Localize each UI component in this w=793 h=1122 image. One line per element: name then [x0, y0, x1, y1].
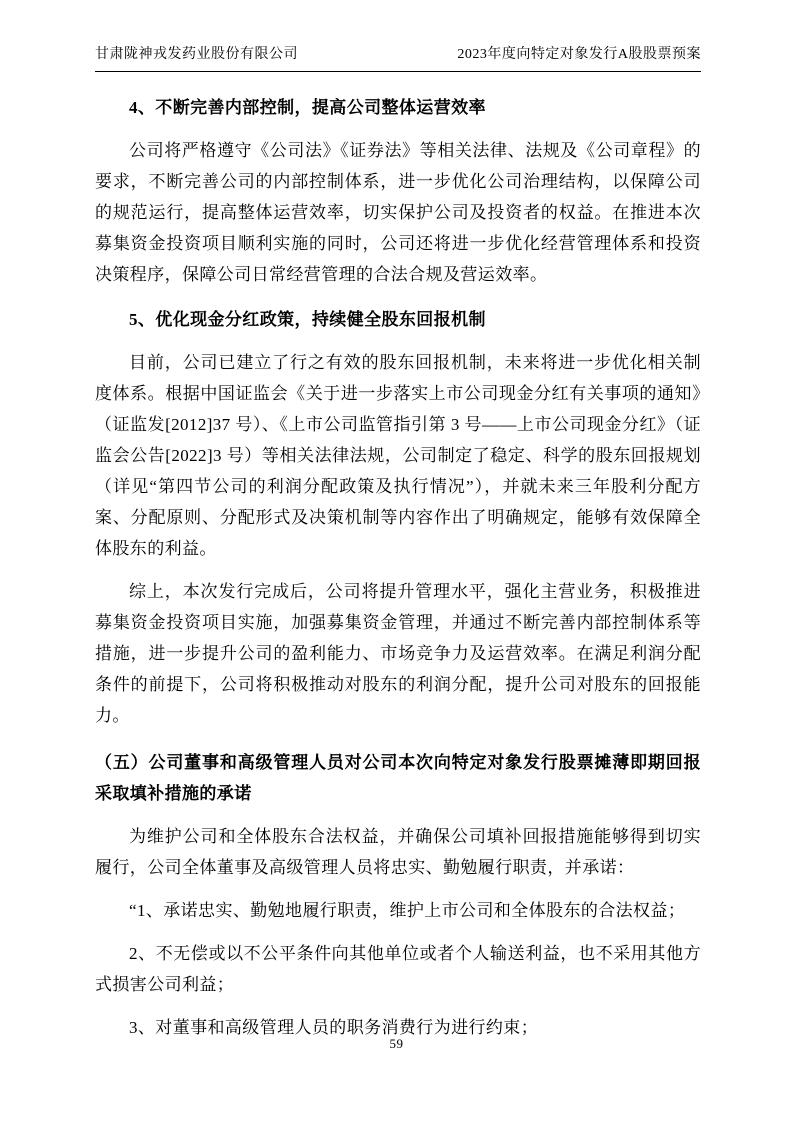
- paragraph-commitment-1: “1、承诺忠实、勤勉地履行职责，维护上市公司和全体股东的合法权益；: [129, 901, 686, 920]
- paragraph-summary: 综上，本次发行完成后，公司将提升管理水平，强化主营业务，积极推进募集资金投资项目实施，加强募集资金管理，并通过不断完善内部控制体系等措施，进一步提升公司的盈利能力、市场竞争力及运营效率。在满足利润分配条件的前提下，公司将积极推动对股东的利润分配，提升公司对股东的回报能力。: [95, 582, 701, 725]
- page-header: [95, 46, 701, 72]
- heading-item-5: 5、优化现金分红政策，持续健全股东回报机制: [129, 310, 486, 329]
- paragraph-commitment-2: 2、不无偿或以不公平条件向其他单位或者个人输送利益，也不采用其他方式损害公司利益；: [95, 944, 701, 994]
- paragraph-commitment-3: 3、对董事和高级管理人员的职务消费行为进行约束；: [129, 1018, 539, 1037]
- paragraph-commitment-intro: 为维护公司和全体股东合法权益，并确保公司填补回报措施能够得到切实履行，公司全体董事及高级管理人员将忠实、勤勉履行职责，并承诺：: [95, 827, 701, 877]
- paragraph-internal-control: 公司将严格遵守《公司法》《证券法》等相关法律、法规及《公司章程》的要求，不断完善公司的内部控制体系，进一步优化公司治理结构，以保障公司的规范运行，提高整体运营效率，切实保护公司及投资者的权益。在推进本次募集资金投资项目顺利实施的同时，公司还将进一步优化经营管理体系和投资决策程序，保障公司日常经营管理的合法合规及营运效率。: [95, 141, 701, 284]
- header-company-name: 甘肃陇神戎发药业股份有限公司: [95, 47, 298, 62]
- document-content: [95, 92, 701, 1043]
- paragraph-dividend-policy: 目前，公司已建立了行之有效的股东回报机制，未来将进一步优化相关制度体系。根据中国证监会《关于进一步落实上市公司现金分红有关事项的通知》（证监发[2012]37 号）、《上市公司监管指引第 3 号——上市公司现金分红》（证监会公告[2022]3 号）等相关法律法规，公司制定了稳定、科学的股东回报规划（详见“第四节公司的利润分配政策及执行情况”），并就未来三年股利分配方案、分配原则、分配形式及决策机制等内容作出了明确规定，能够有效保障全体股东的利益。: [95, 353, 701, 558]
- page-number: 59: [389, 1036, 404, 1051]
- page-footer: [0, 1036, 793, 1052]
- heading-item-4: 4、不断完善内部控制，提高公司整体运营效率: [129, 98, 486, 117]
- heading-section-five: （五）公司董事和高级管理人员对公司本次向特定对象发行股票摊薄即期回报采取填补措施的承诺: [95, 753, 701, 803]
- header-doc-title: 2023年度向特定对象发行A股股票预案: [457, 47, 701, 62]
